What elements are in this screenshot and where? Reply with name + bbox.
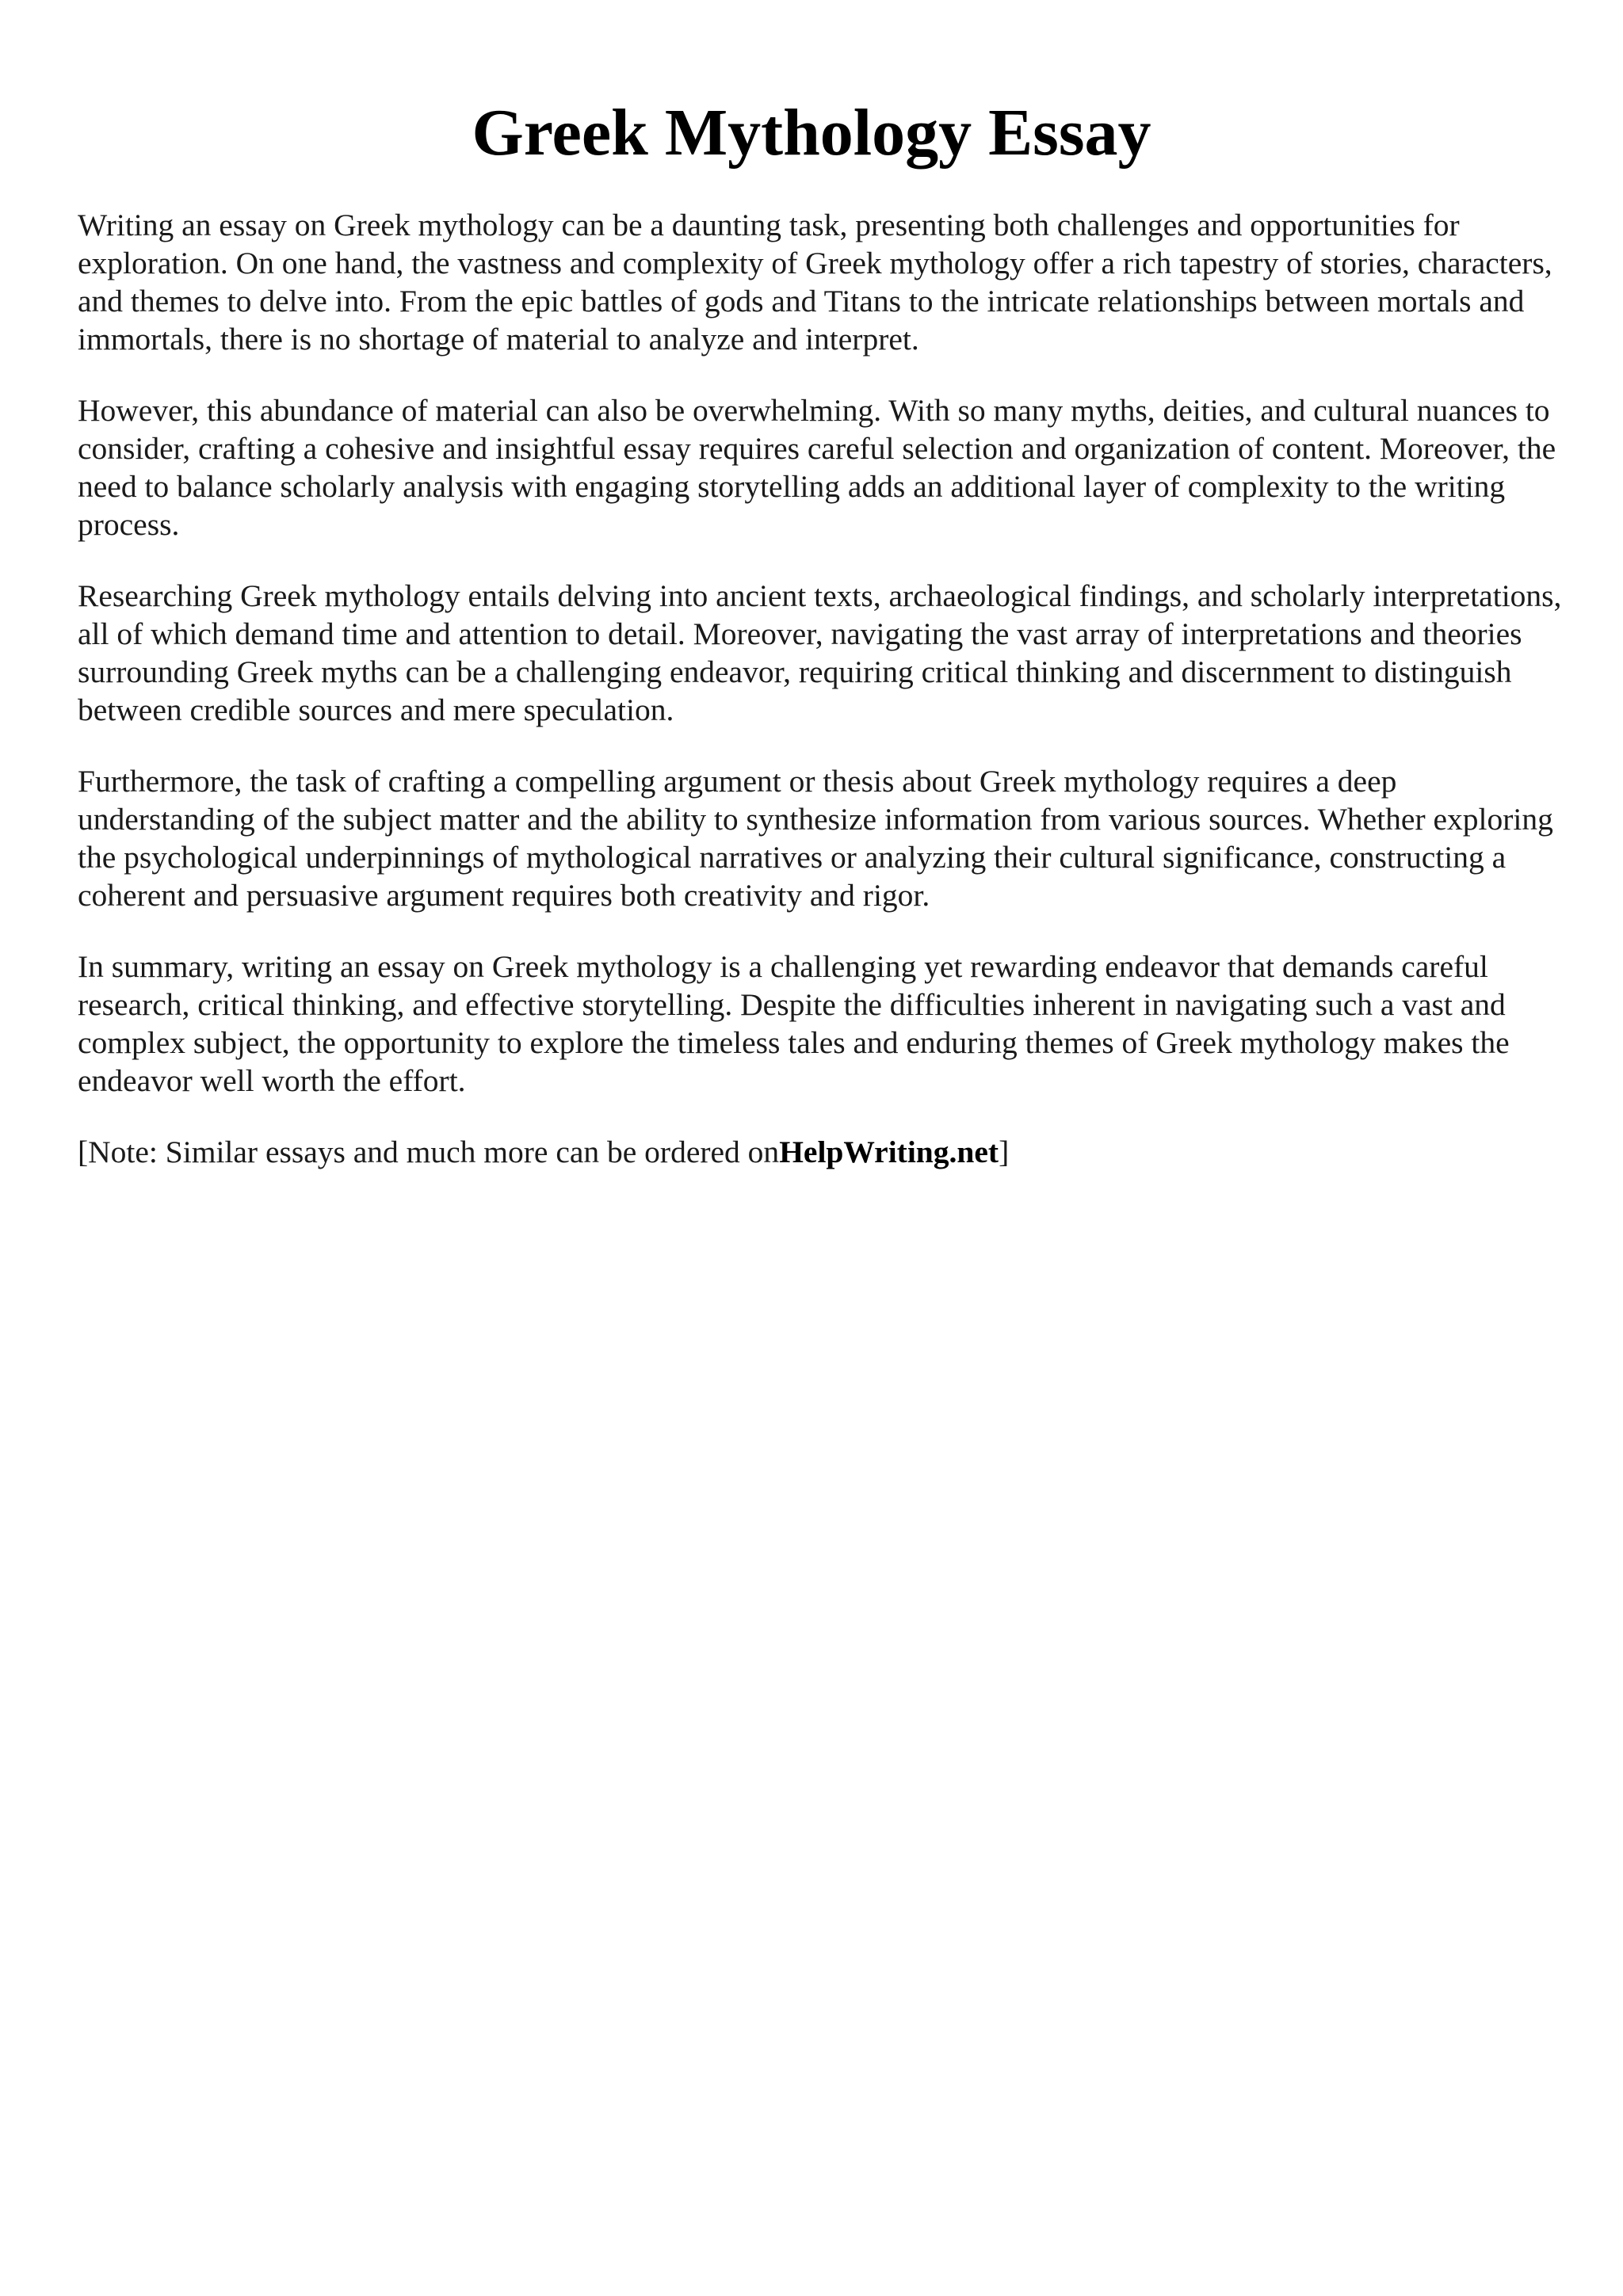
- order-note-close-bracket: ]: [999, 1135, 1010, 1169]
- essay-paragraph-4: Furthermore, the task of crafting a compelling argument or thesis about Greek mythology requires a deep understanding of the subject matter and the ability to synthesize information from various sources. Whether exploring the psychological underpinnings of mythological narratives or analyzing their cultural significance, constructing a coherent and persuasive argument requires both creativity and rigor.: [78, 764, 1553, 913]
- order-note: [78, 1133, 1568, 1171]
- essay-paragraph-3: Researching Greek mythology entails delving into ancient texts, archaeological findings, and scholarly interpretations, all of which demand time and attention to detail. Moreover, navigating the vast array of interpretations and theories surrounding Greek myths can be a challenging endeavor, requiring critical thinking and discernment to distinguish between credible sources and mere speculation.: [78, 578, 1562, 727]
- order-note-text: [Note: Similar essays and much more can be ordered on: [78, 1135, 780, 1169]
- essay-body: [78, 206, 1568, 1171]
- page-title: Greek Mythology Essay: [472, 96, 1151, 170]
- essay-paragraph-2: However, this abundance of material can also be overwhelming. With so many myths, deities, and cultural nuances to consider, crafting a cohesive and insightful essay requires careful selection and organization of content. Moreover, the need to balance scholarly analysis with engaging storytelling adds an additional layer of complexity to the writing process.: [78, 393, 1556, 542]
- essay-paragraph-5: In summary, writing an essay on Greek mythology is a challenging yet rewarding endeavor that demands careful research, critical thinking, and effective storytelling. Despite the difficulties inherent in navigating such a vast and complex subject, the opportunity to explore the timeless tales and enduring themes of Greek mythology makes the endeavor well worth the effort.: [78, 949, 1510, 1098]
- essay-paragraph-1: Writing an essay on Greek mythology can be a daunting task, presenting both challenges and opportunities for exploration. On one hand, the vastness and complexity of Greek mythology offer a rich tapestry of stories, characters, and themes to delve into. From the epic battles of gods and Titans to the intricate relationships between mortals and immortals, there is no shortage of material to analyze and interpret.: [78, 208, 1552, 357]
- helpwriting-link[interactable]: HelpWriting.net: [779, 1135, 999, 1169]
